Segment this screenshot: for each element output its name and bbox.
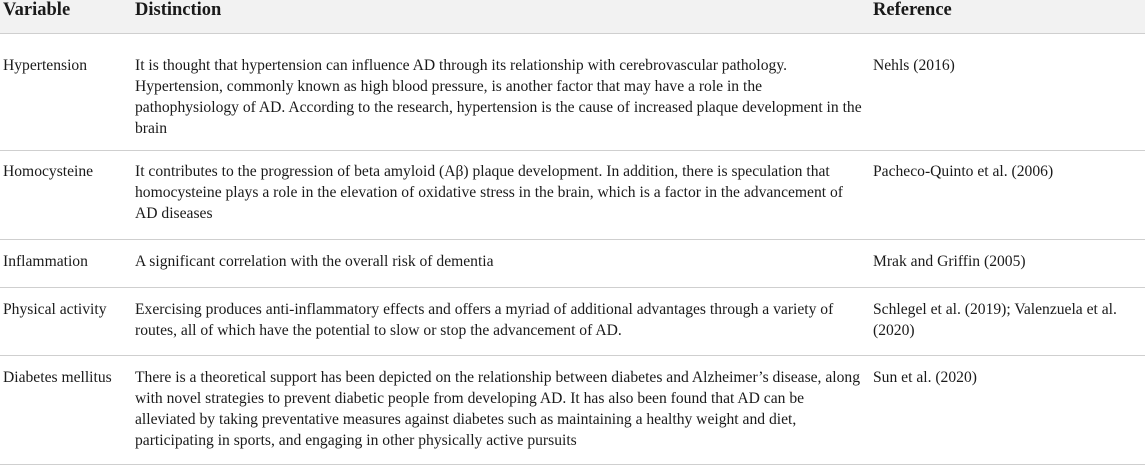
header-row [0, 0, 1145, 33]
cell-distinction: It is thought that hypertension can influence AD through its relationship with cerebrovascular pathology. Hypertension, commonly known as high blood pressure, is another factor that may have a role in the pathophysiology of AD. According to the research, hypertension is the cause of increased plaque development in the brain [133, 33, 872, 150]
cell-distinction: Exercising produces anti-inflammatory effects and offers a myriad of additional advantages through a variety of routes, all of which have the potential to slow or stop the advancement of AD. [133, 287, 872, 355]
cell-reference: Schlegel et al. (2019); Valenzuela et al. (2020) [872, 287, 1145, 355]
cell-reference: Mrak and Griffin (2005) [872, 239, 1145, 287]
column-header-variable: Variable [0, 0, 133, 33]
cell-reference: Nehls (2016) [872, 33, 1145, 150]
cell-distinction: A significant correlation with the overall risk of dementia [133, 239, 872, 287]
table-row [0, 355, 1145, 464]
table-header [0, 0, 1145, 33]
table-row [0, 287, 1145, 355]
cell-variable: Hypertension [0, 33, 133, 150]
column-header-distinction: Distinction [133, 0, 872, 33]
table-row [0, 150, 1145, 239]
cell-variable: Inflammation [0, 239, 133, 287]
cell-variable: Diabetes mellitus [0, 355, 133, 464]
table-row [0, 33, 1145, 150]
table-row [0, 239, 1145, 287]
table-body [0, 33, 1145, 464]
cell-distinction: It contributes to the progression of beta amyloid (Aβ) plaque development. In addition, there is speculation that homocysteine plays a role in the elevation of oxidative stress in the brain, which is a factor in the advancement of AD diseases [133, 150, 872, 239]
cell-variable: Physical activity [0, 287, 133, 355]
cell-reference: Sun et al. (2020) [872, 355, 1145, 464]
cell-reference: Pacheco-Quinto et al. (2006) [872, 150, 1145, 239]
cell-variable: Homocysteine [0, 150, 133, 239]
cell-distinction: There is a theoretical support has been depicted on the relationship between diabetes and Alzheimer’s disease, along with novel strategies to prevent diabetic people from developing AD. It has also been found that AD can be alleviated by taking preventative measures against diabetes such as maintaining a healthy weight and diet, participating in sports, and engaging in other physically active pursuits [133, 355, 872, 464]
column-header-reference: Reference [872, 0, 1145, 33]
